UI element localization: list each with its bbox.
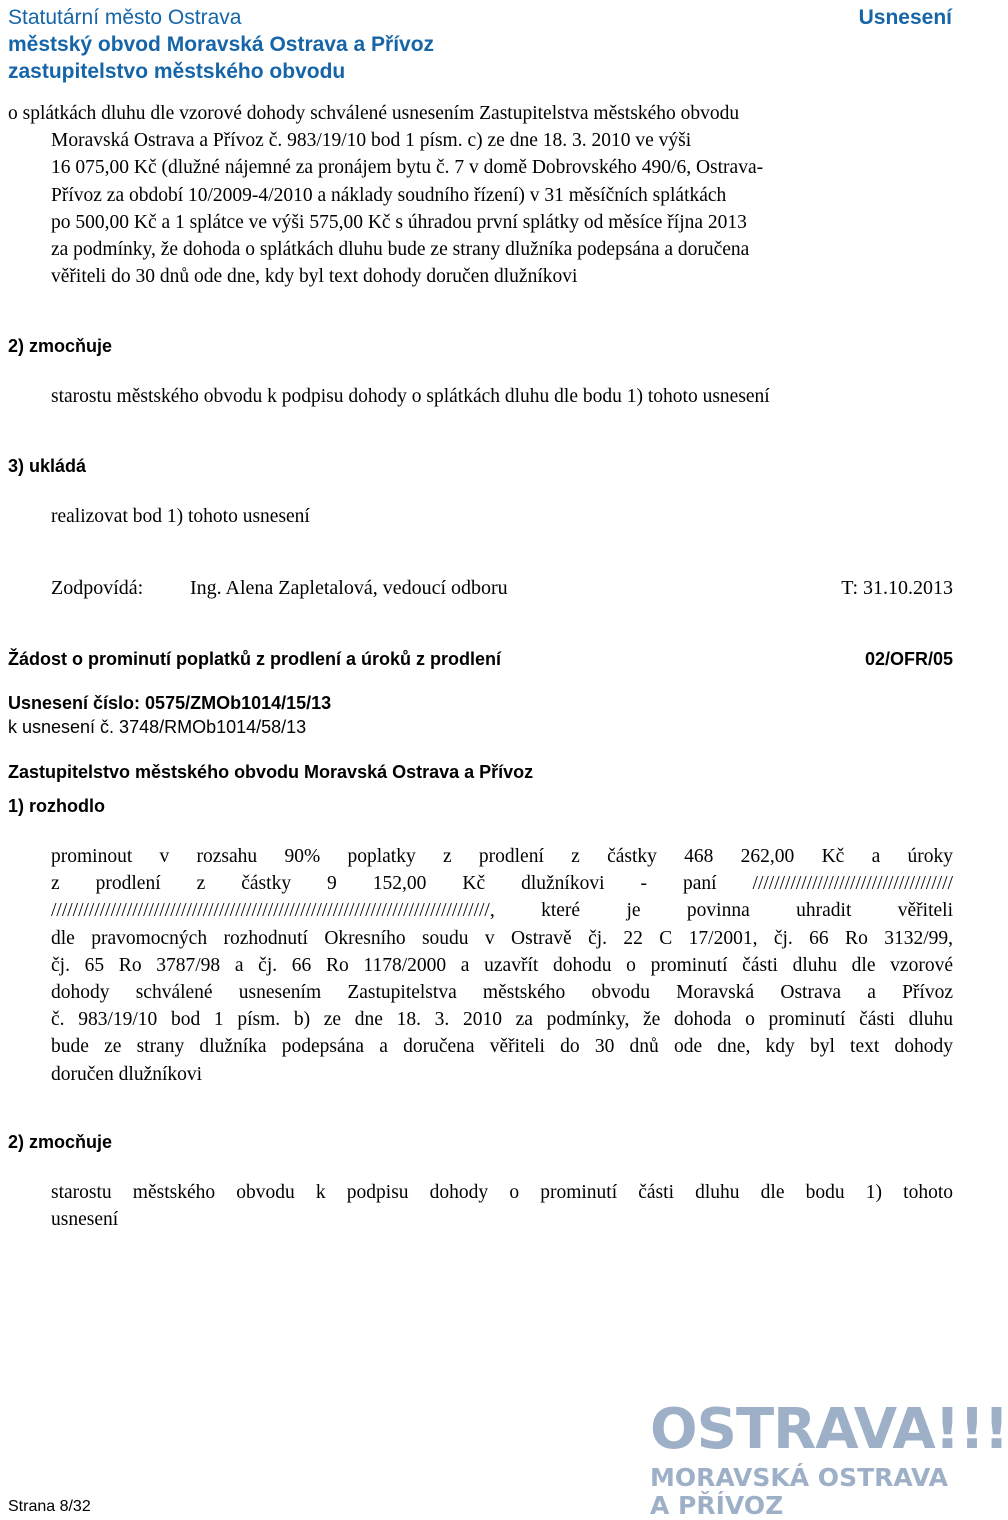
resolution-body: Zastupitelstvo městského obvodu Moravská Ostrava a Přívoz bbox=[8, 762, 534, 782]
deadline: T: 31.10.2013 bbox=[841, 577, 953, 599]
text-line: Moravská Ostrava a Přívoz č. 983/19/10 bod 1 písm. c) ze dne 18. 3. 2010 ve výši bbox=[51, 130, 692, 152]
logo-line-3: A PŘÍVOZ bbox=[650, 1491, 784, 1520]
ostrava-logo bbox=[650, 1397, 1008, 1520]
text-line: č. 983/19/10 bod 1 písm. b) ze dne 18. 3. 2010 za podmínky, že dohoda o prominutí části dluhu bbox=[51, 1009, 953, 1031]
text-line: 16 075,00 Kč (dlužné nájemné za pronájem bytu č. 7 v domě Dobrovského 490/6, Ostrava- bbox=[51, 157, 764, 179]
text-line: prominout v rozsahu 90% poplatky z prodlení z částky 468 262,00 Kč a úroky bbox=[51, 846, 953, 867]
item-text-orders: realizovat bod 1) tohoto usnesení bbox=[51, 506, 310, 527]
header-city: Statutární město Ostrava bbox=[8, 6, 242, 29]
resolution-number: Usnesení číslo: 0575/ZMOb1014/15/13 bbox=[8, 693, 332, 713]
item-text-decided bbox=[51, 843, 953, 1088]
text-line: starostu městského obvodu k podpisu dohody o prominutí části dluhu dle bodu 1) tohoto bbox=[51, 1182, 953, 1203]
item-label-authorizes-2: 2) zmocňuje bbox=[8, 1132, 113, 1152]
text-line: po 500,00 Kč a 1 splátce ve výši 575,00 Kč s úhradou první splátky od měsíce října 2013 bbox=[51, 211, 747, 233]
header-council: zastupitelstvo městského obvodu bbox=[8, 60, 346, 83]
item-text-authorizes: starostu městského obvodu k podpisu dohody o splátkách dluhu dle bodu 1) tohoto usnesení bbox=[51, 386, 770, 407]
text-line: z prodlení z částky 9 152,00 Kč dlužníkovi - paní ///////////////////////////////////// bbox=[51, 873, 953, 895]
item-label-orders: 3) ukládá bbox=[8, 456, 87, 476]
text-line: doručen dlužníkovi bbox=[51, 1063, 203, 1085]
item-text-authorizes-2 bbox=[51, 1179, 953, 1233]
text-line: bude ze strany dlužníka podepsána a doručena věřiteli do 30 dnů ode dne, kdy byl text dohody bbox=[51, 1036, 953, 1058]
resolution-reference: k usnesení č. 3748/RMOb1014/58/13 bbox=[8, 717, 307, 737]
section1-continuation bbox=[8, 100, 953, 290]
section-title: Žádost o prominutí poplatků z prodlení a úroků z prodlení bbox=[8, 649, 501, 669]
text-line: o splátkách dluhu dle vzorové dohody schválené usnesením Zastupitelstva městského obvodu bbox=[8, 103, 740, 124]
item-label-decided: 1) rozhodlo bbox=[8, 796, 105, 816]
text-line: dohody schválené usnesením Zastupitelstva městského obvodu Moravská Ostrava a Přívoz bbox=[51, 982, 953, 1004]
text-line: čj. 65 Ro 3787/98 a čj. 66 Ro 1178/2000 a uzavřít dohodu o prominutí části dluhu dle vzorové bbox=[51, 954, 953, 976]
page-number: Strana 8/32 bbox=[8, 1498, 91, 1515]
text-line: věřiteli do 30 dnů ode dne, kdy byl text dohody doručen dlužníkovi bbox=[51, 266, 578, 288]
text-line: Přívoz za období 10/2009-4/2010 a náklady soudního řízení) v 31 měsíčních splátkách bbox=[51, 184, 727, 206]
text-line: /////////////////////////////////////////////////////////////////////////////////, které je povinna uhradit věřiteli bbox=[51, 900, 953, 922]
section-code: 02/OFR/05 bbox=[864, 649, 953, 669]
text-line: usnesení bbox=[51, 1209, 119, 1231]
item-label-authorizes: 2) zmocňuje bbox=[8, 336, 113, 356]
text-line: dle pravomocných rozhodnutí Okresního soudu v Ostravě čj. 22 C 17/2001, čj. 66 Ro 3132/99, bbox=[51, 927, 953, 949]
logo-line-1: OSTRAVA!!! bbox=[650, 1397, 1008, 1462]
header-doc-type: Usnesení bbox=[858, 6, 952, 29]
header-district: městský obvod Moravská Ostrava a Přívoz bbox=[8, 33, 435, 56]
responsible-label: Zodpovídá: bbox=[51, 577, 144, 599]
logo-line-2: MORAVSKÁ OSTRAVA bbox=[650, 1463, 949, 1492]
text-line: za podmínky, že dohoda o splátkách dluhu bude ze strany dlužníka podepsána a doručena bbox=[51, 239, 750, 261]
responsible-name: Ing. Alena Zapletalová, vedoucí odboru bbox=[190, 577, 508, 599]
